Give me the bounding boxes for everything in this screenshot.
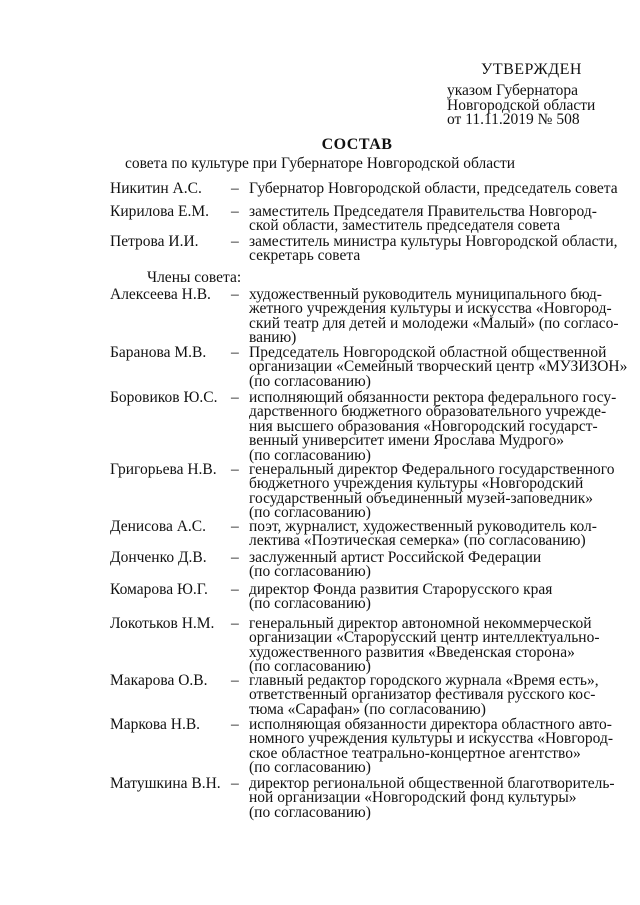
member-role-line: заместитель Председателя Правительства Новгород- [249,203,597,220]
member-name: Комарова Ю.Г. [110,581,208,598]
member-role-line: номного учреждения культуры и искусства «Новгород- [249,730,614,748]
member-role-line: тюма «Сарафан» (по согласованию) [249,700,486,718]
member-role-line: жетного учреждения культуры и искусства «Новгород- [249,300,612,318]
member-role-line: ответственный организатор фестиваля русского кос- [249,686,596,704]
member-role-line: лектива «Поэтическая семерка» (по согласованию) [249,532,586,550]
member-role [249,674,619,717]
member-role-line: (по согласованию) [249,563,371,581]
member-role-line: дарственного бюджетного образовательного учрежде- [249,403,607,421]
members-label: Члены совета: [147,269,242,286]
member-role-line: (по согласованию) [249,372,371,390]
member-role-line: (по согласованию) [249,504,371,522]
member-role-line: генеральный директор Федерального государственного [249,461,615,478]
member-role-line: директор региональной общественной благотворитель- [249,775,615,792]
member-role-line: ния высшего образования «Новгородский государст- [249,417,598,435]
member-name: Донченко Д.В. [110,549,207,566]
member-role [249,617,619,675]
member-dash: – [231,581,239,598]
member-role [249,344,628,390]
member-name: Григорьева Н.В. [110,461,217,478]
member-dash: – [231,716,239,733]
member-role-line: художественный руководитель муниципального бюд- [249,286,602,303]
member-role-line: организации «Семейный творческий центр «МУЗИЗОН» [249,358,628,376]
member-dash: – [231,775,239,792]
member-role-line: (по согласованию) [249,595,371,613]
member-role-line: заслуженный артист Российской Федерации [249,549,542,566]
member-role-line: главный редактор городского журнала «Время есть», [249,672,599,689]
member-role [249,583,619,612]
member-role [249,551,619,580]
member-role-line: Председатель Новгородской областной общественной [249,344,607,361]
member-name: Кирилова Е.М. [110,203,210,220]
member-dash: – [231,549,239,566]
member-dash: – [231,203,239,220]
member-role [249,520,619,549]
member-role-line: организации «Старорусский центр интеллектуально- [249,629,600,647]
member-role-line: бюджетного учреждения культуры «Новгородский [249,475,584,493]
member-role-line: ной организации «Новгородский фонд культуры» [249,789,577,807]
member-role-line: ское областное театрально-концертное агентство» [249,744,581,762]
approval-line: от 11.11.2019 № 508 [447,111,580,128]
document-title: СОСТАВ [321,136,393,153]
member-role-line: венный университет имени Ярослава Мудрого» [249,432,565,450]
member-name: Баранова М.В. [110,344,207,361]
member-dash: – [231,615,239,632]
member-role [249,288,619,346]
member-role-line: ванию) [249,329,297,347]
member-role-line: Губернатор Новгородской области, председатель совета [249,180,618,197]
member-role-line: (по согласованию) [249,446,371,464]
member-name: Локотьков Н.М. [110,615,215,632]
member-role [249,463,619,521]
member-dash: – [231,672,239,689]
member-name: Боровиков Ю.С. [110,389,218,406]
member-role [249,235,619,264]
member-role [249,777,619,820]
member-role-line: государственный объединенный музей-заповедник» [249,489,593,507]
member-dash: – [231,180,239,197]
member-role-line: ский театр для детей и молодежи «Малый» (по согласо- [249,314,619,332]
member-role [249,391,619,463]
approval-line: Новгородской области [447,97,596,114]
member-role-line: секретарь совета [249,247,361,265]
member-role-line: (по согласованию) [249,658,371,676]
member-role-line: художественного развития «Введенская сторона» [249,643,575,661]
member-dash: – [231,461,239,478]
member-dash: – [231,286,239,303]
member-dash: – [231,233,239,250]
member-name: Денисова А.С. [110,518,207,535]
member-role [249,718,619,776]
member-name: Макарова О.В. [110,672,208,689]
member-dash: – [231,389,239,406]
member-dash: – [231,344,239,361]
approval-line: указом Губернатора [447,82,579,99]
member-role-line: исполняющая обязанности директора областного авто- [249,716,612,733]
member-role-line: исполняющий обязанности ректора федерального госу- [249,389,617,406]
member-role-line: заместитель министра культуры Новгородской области, [249,233,618,250]
member-name: Алексеева Н.В. [110,286,211,303]
document-subtitle: совета по культуре при Губернаторе Новгородской области [124,155,516,172]
member-role-line: (по согласованию) [249,803,371,821]
member-role-line: (по согласованию) [249,759,371,777]
member-name: Никитин А.С. [110,180,202,197]
member-name: Петрова И.И. [110,233,199,250]
member-name: Матушкина В.Н. [110,775,221,792]
member-role-line: ской области, заместитель председателя совета [249,217,561,235]
member-dash: – [231,518,239,535]
member-name: Маркова Н.В. [110,716,201,733]
member-role-line: директор Фонда развития Старорусского края [249,581,553,598]
member-role-line: поэт, журналист, художественный руководитель кол- [249,518,597,535]
member-role [249,205,619,234]
member-role [249,182,619,196]
member-role-line: генеральный директор автономной некоммерческой [249,615,592,632]
approval-title: УТВЕРЖДЕН [481,61,582,78]
